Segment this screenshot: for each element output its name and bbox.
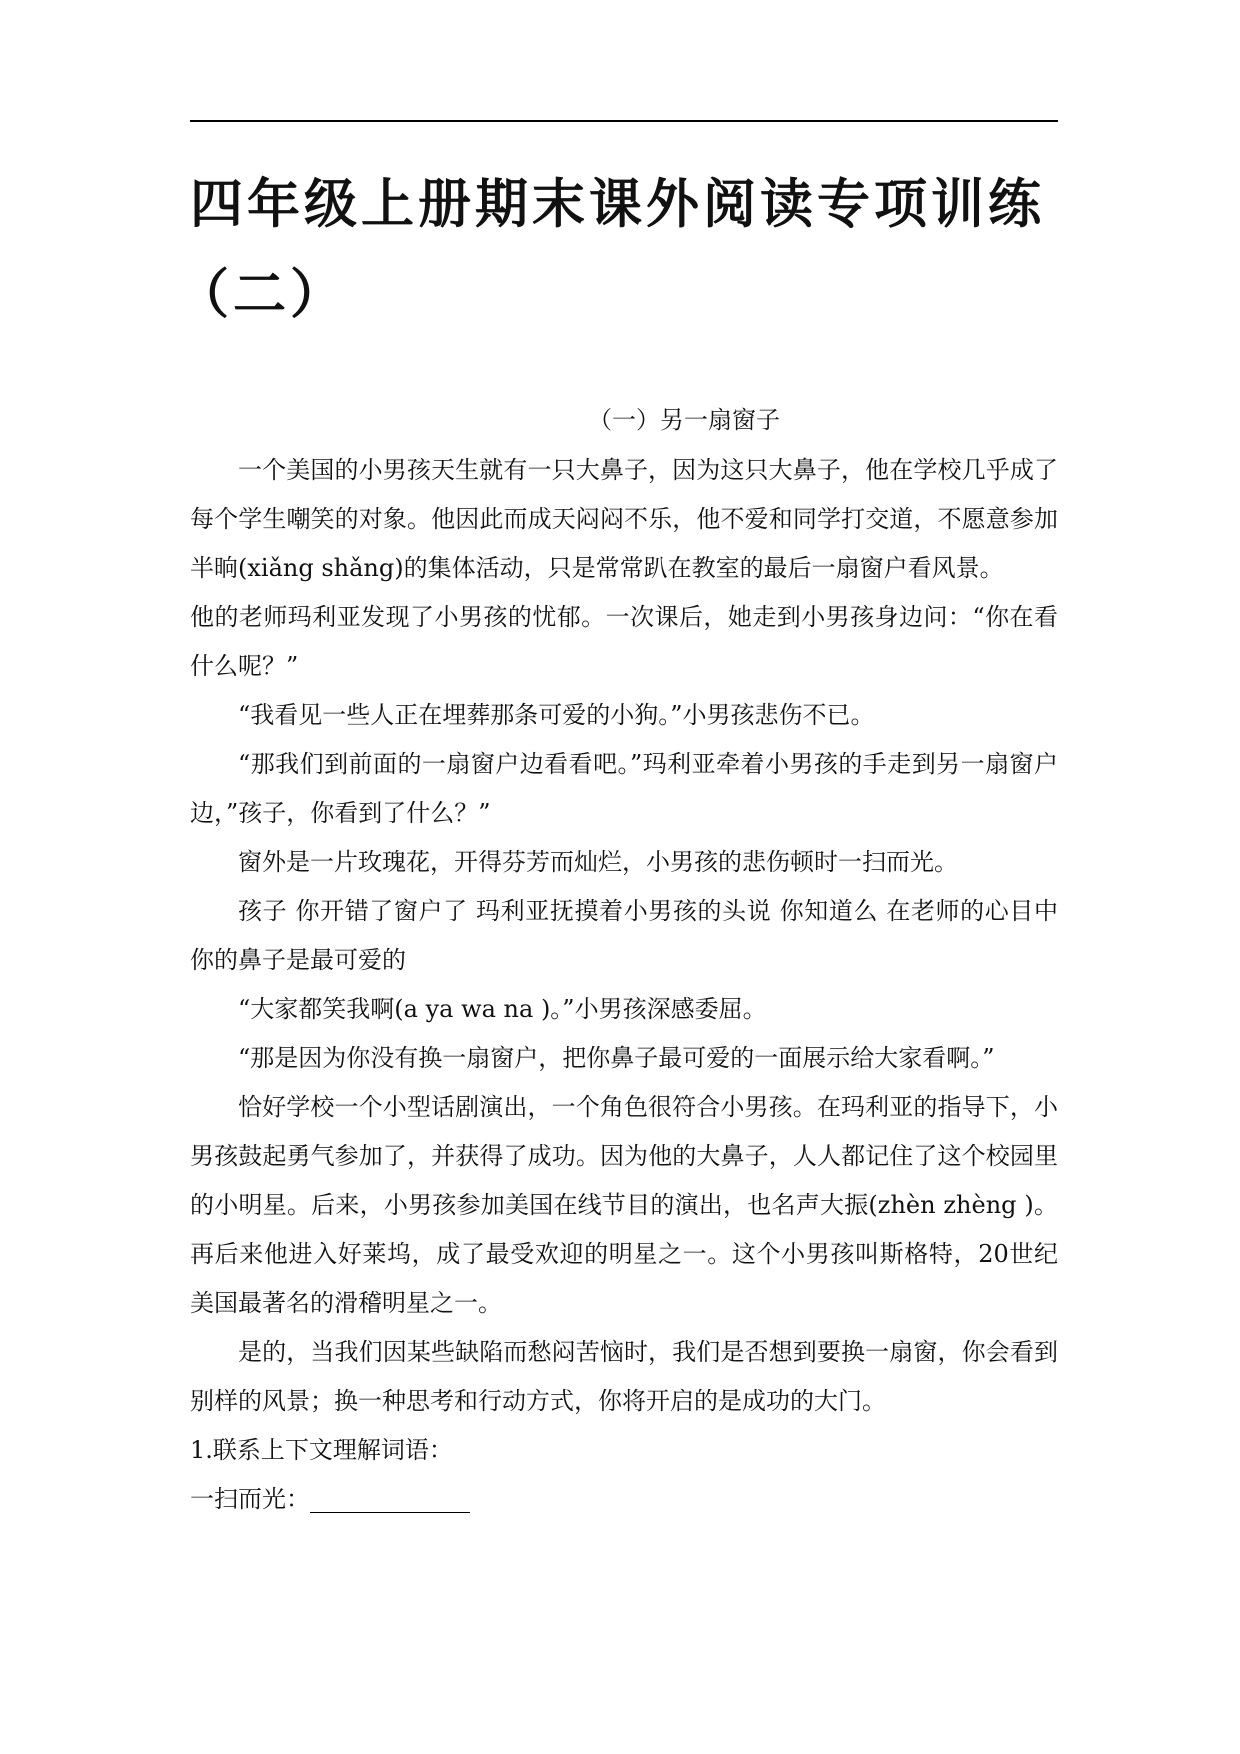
paragraph: 他的老师玛利亚发现了小男孩的忧郁。一次课后，她走到小男孩身边问：“你在看什么呢？”	[190, 603, 1058, 680]
paragraph: “我看见一些人正在埋葬那条可爱的小狗。”小男孩悲伤不已。	[238, 701, 875, 729]
header-rule	[190, 120, 1058, 122]
answer-blank[interactable]	[310, 1482, 470, 1513]
paragraph: 一个美国的小男孩天生就有一只大鼻子，因为这只大鼻子，他在学校几乎成了每个学生嘲笑的对象。他因此而成天闷闷不乐，他不爱和同学打交道，不愿意参加半晌(xiǎng shǎng)的集体活动，只是常常趴在教室的最后一扇窗户看风景。	[190, 456, 1058, 582]
question-item	[190, 1475, 1058, 1524]
reading-passage	[190, 446, 1058, 1524]
paragraph: 恰好学校一个小型话剧演出，一个角色很符合小男孩。在玛利亚的指导下，小男孩鼓起勇气参加了，并获得了成功。因为他的大鼻子，人人都记住了这个校园里的小明星。后来，小男孩参加美国在线节目的演出，也名声大振(zhèn zhèng )。再后来他进入好莱坞，成了最受欢迎的明星之一。这个小男孩叫斯格特，20世纪美国最著名的滑稽明星之一。	[190, 1093, 1058, 1317]
question-term: 一扫而光：	[190, 1485, 310, 1513]
paragraph: 是的，当我们因某些缺陷而愁闷苦恼时，我们是否想到要换一扇窗，你会看到别样的风景；换一种思考和行动方式，你将开启的是成功的大门。	[190, 1338, 1058, 1415]
document-title	[176, 160, 1070, 340]
paragraph: “那我们到前面的一扇窗户边看看吧。”玛利亚牵着小男孩的手走到另一扇窗户边，”孩子，你看到了什么？”	[190, 750, 1058, 827]
question-text: 1.联系上下文理解词语：	[190, 1436, 453, 1464]
section-heading: （一）另一扇窗子	[588, 406, 780, 434]
paragraph: “那是因为你没有换一扇窗户，把你鼻子最可爱的一面展示给大家看啊。”	[238, 1044, 995, 1072]
paragraph: 孩子 你开错了窗户了 玛利亚抚摸着小男孩的头说 你知道么 在老师的心目中 你的鼻子是最可爱的	[190, 897, 1058, 974]
paragraph: 窗外是一片玫瑰花，开得芬芳而灿烂，小男孩的悲伤顿时一扫而光。	[238, 848, 958, 876]
paragraph: “大家都笑我啊(a ya wa na )。”小男孩深感委屈。	[238, 995, 767, 1023]
title-line-2: （二）	[176, 264, 347, 325]
title-line-1: 四年级上册期末课外阅读专项训练	[190, 174, 1045, 235]
